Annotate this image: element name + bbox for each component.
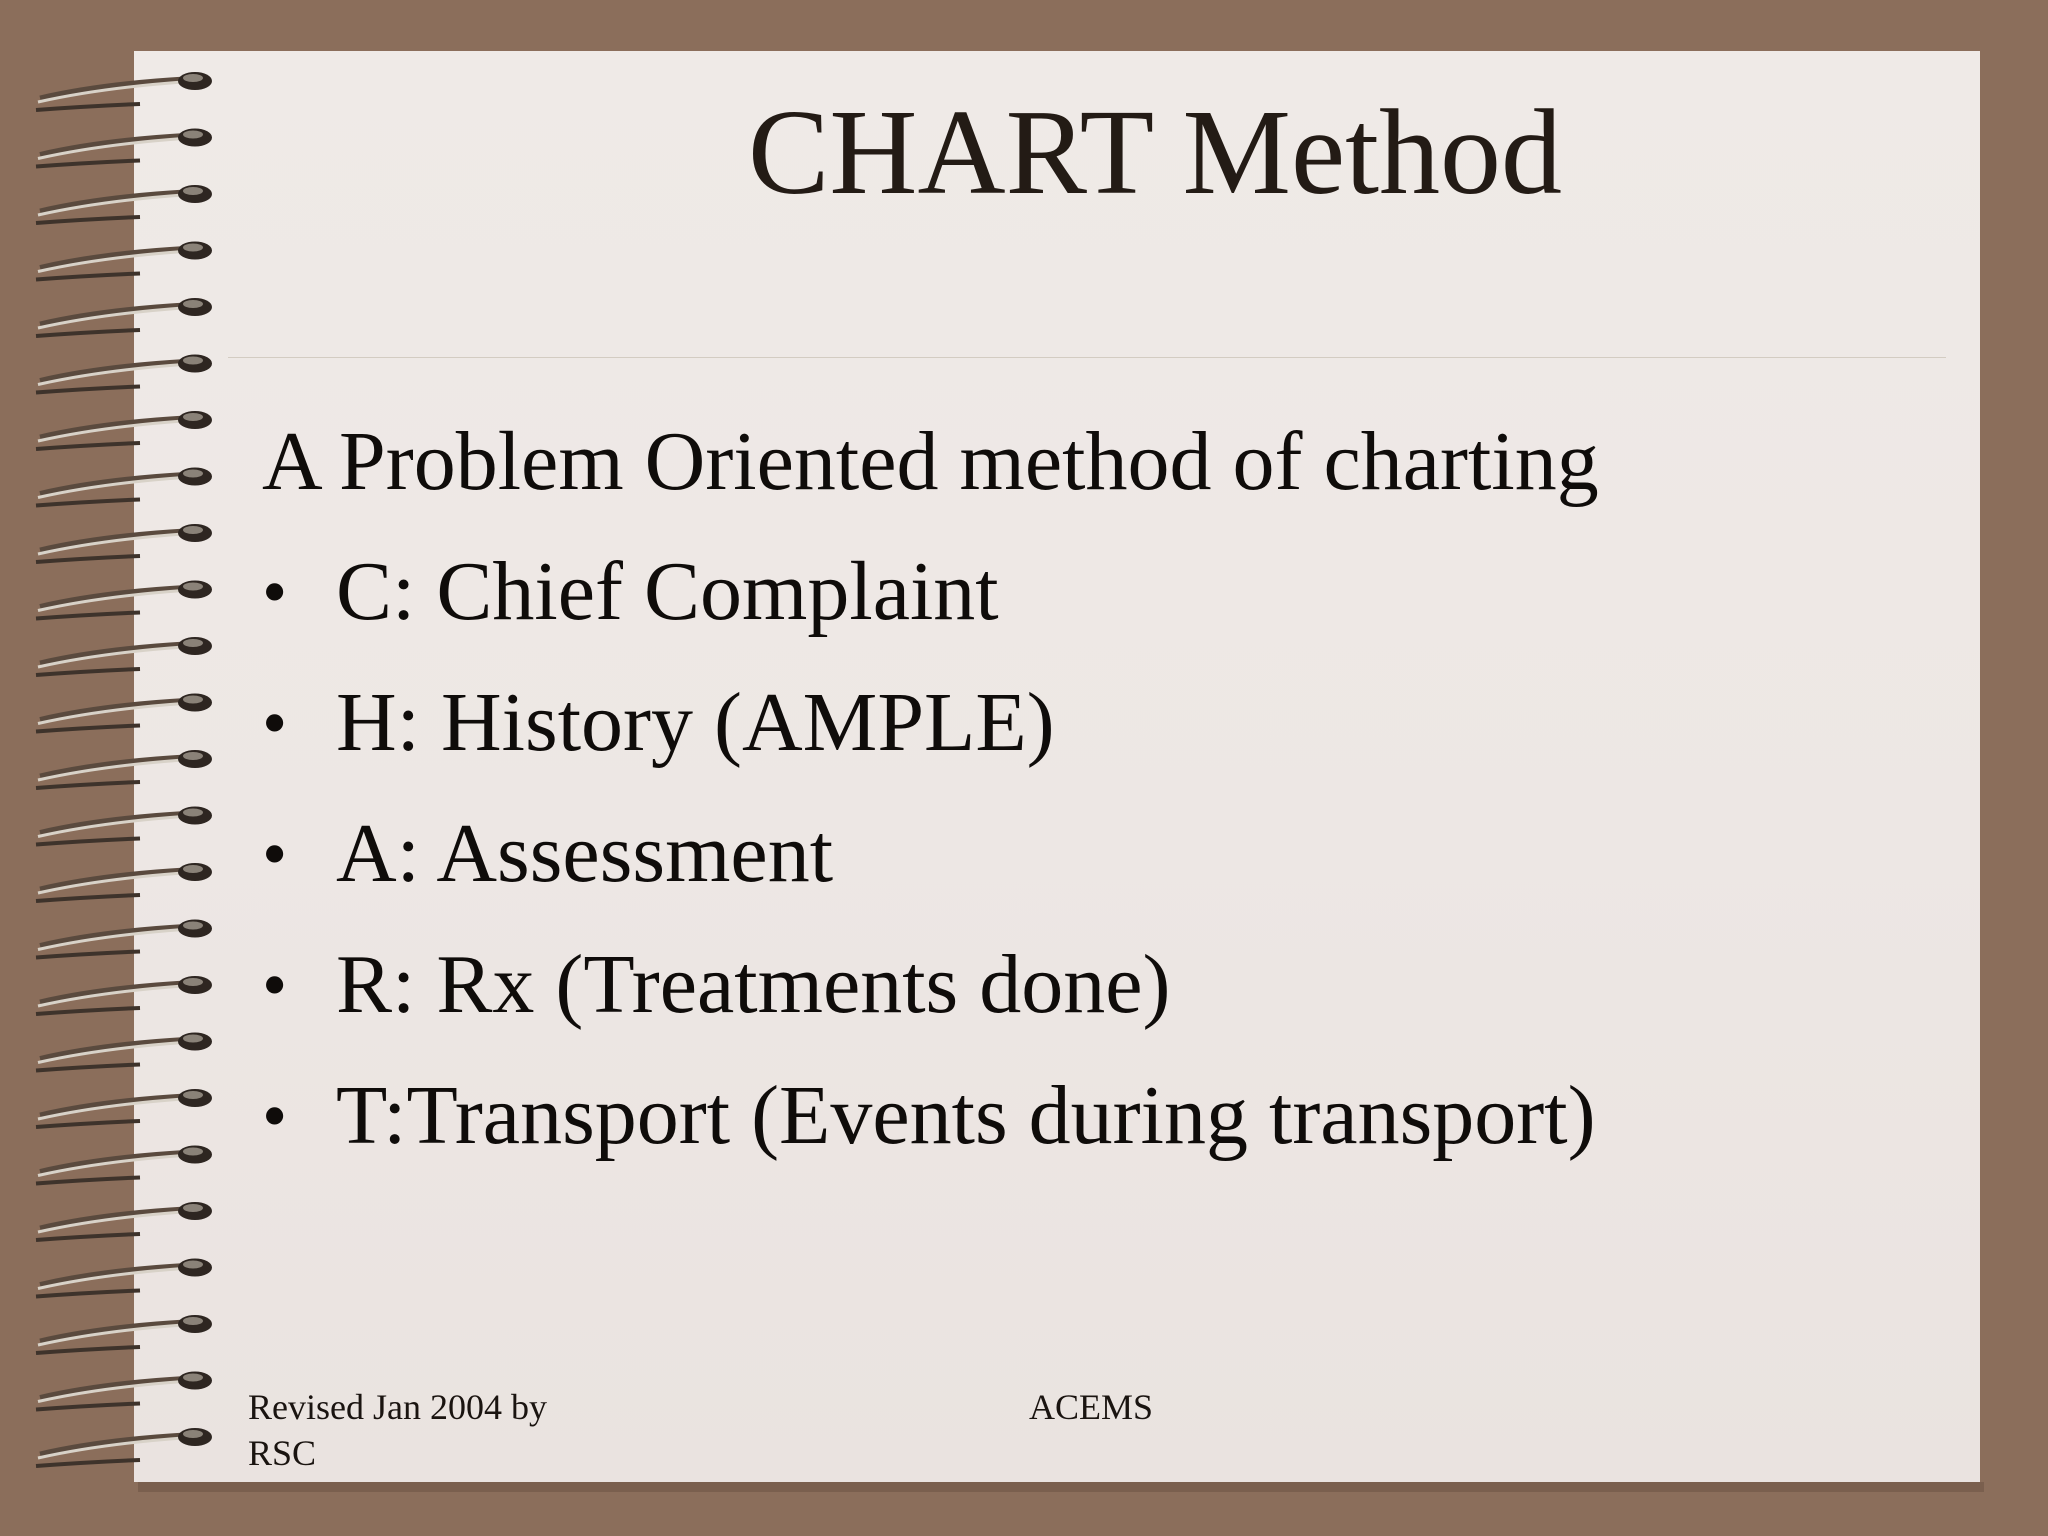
binding-coil xyxy=(36,185,212,223)
bullet-text: R: Rx (Treatments done) xyxy=(336,938,1171,1031)
binding-coil xyxy=(36,1372,212,1410)
bullet-marker: • xyxy=(262,814,288,894)
binding-coil xyxy=(36,1202,212,1240)
title-divider xyxy=(228,357,1946,358)
binding-coil xyxy=(36,920,212,958)
page-shadow xyxy=(138,1482,1984,1492)
binding-coil xyxy=(36,1033,212,1071)
binding-coil xyxy=(36,807,212,845)
footer-revision-line1: Revised Jan 2004 by xyxy=(248,1387,547,1427)
binding-coil xyxy=(36,72,212,110)
binding-coil xyxy=(36,242,212,280)
binding-coil xyxy=(36,355,212,393)
binding-coil xyxy=(36,468,212,506)
binding-coil xyxy=(36,298,212,336)
binding-coil xyxy=(36,1146,212,1184)
spiral-binding xyxy=(0,0,240,1536)
binding-coil xyxy=(36,524,212,562)
binding-coil xyxy=(36,1089,212,1127)
intro-text: A Problem Oriented method of charting xyxy=(262,415,1599,508)
binding-coil xyxy=(36,694,212,732)
binding-coil xyxy=(36,976,212,1014)
footer-organization: ACEMS xyxy=(1029,1387,1154,1427)
bullet-marker: • xyxy=(262,552,288,632)
bullet-marker: • xyxy=(262,945,288,1025)
binding-coil xyxy=(36,581,212,619)
bullet-text: A: Assessment xyxy=(336,807,834,900)
binding-coil xyxy=(36,129,212,167)
footer-revision-note xyxy=(248,1384,628,1476)
binding-coil xyxy=(36,1428,212,1466)
binding-coil xyxy=(36,750,212,788)
binding-coil xyxy=(36,863,212,901)
bullet-text: H: History (AMPLE) xyxy=(336,676,1055,769)
bullet-marker: • xyxy=(262,683,288,763)
bullet-text: T:Transport (Events during transport) xyxy=(336,1069,1596,1162)
bullet-text: C: Chief Complaint xyxy=(336,545,999,638)
binding-coil xyxy=(36,637,212,675)
footer-revision-line2: RSC xyxy=(248,1433,317,1473)
binding-coil xyxy=(36,411,212,449)
bullet-marker: • xyxy=(262,1076,288,1156)
binding-coil xyxy=(36,1315,212,1353)
binding-coil xyxy=(36,1259,212,1297)
slide-title: CHART Method xyxy=(748,85,1562,220)
